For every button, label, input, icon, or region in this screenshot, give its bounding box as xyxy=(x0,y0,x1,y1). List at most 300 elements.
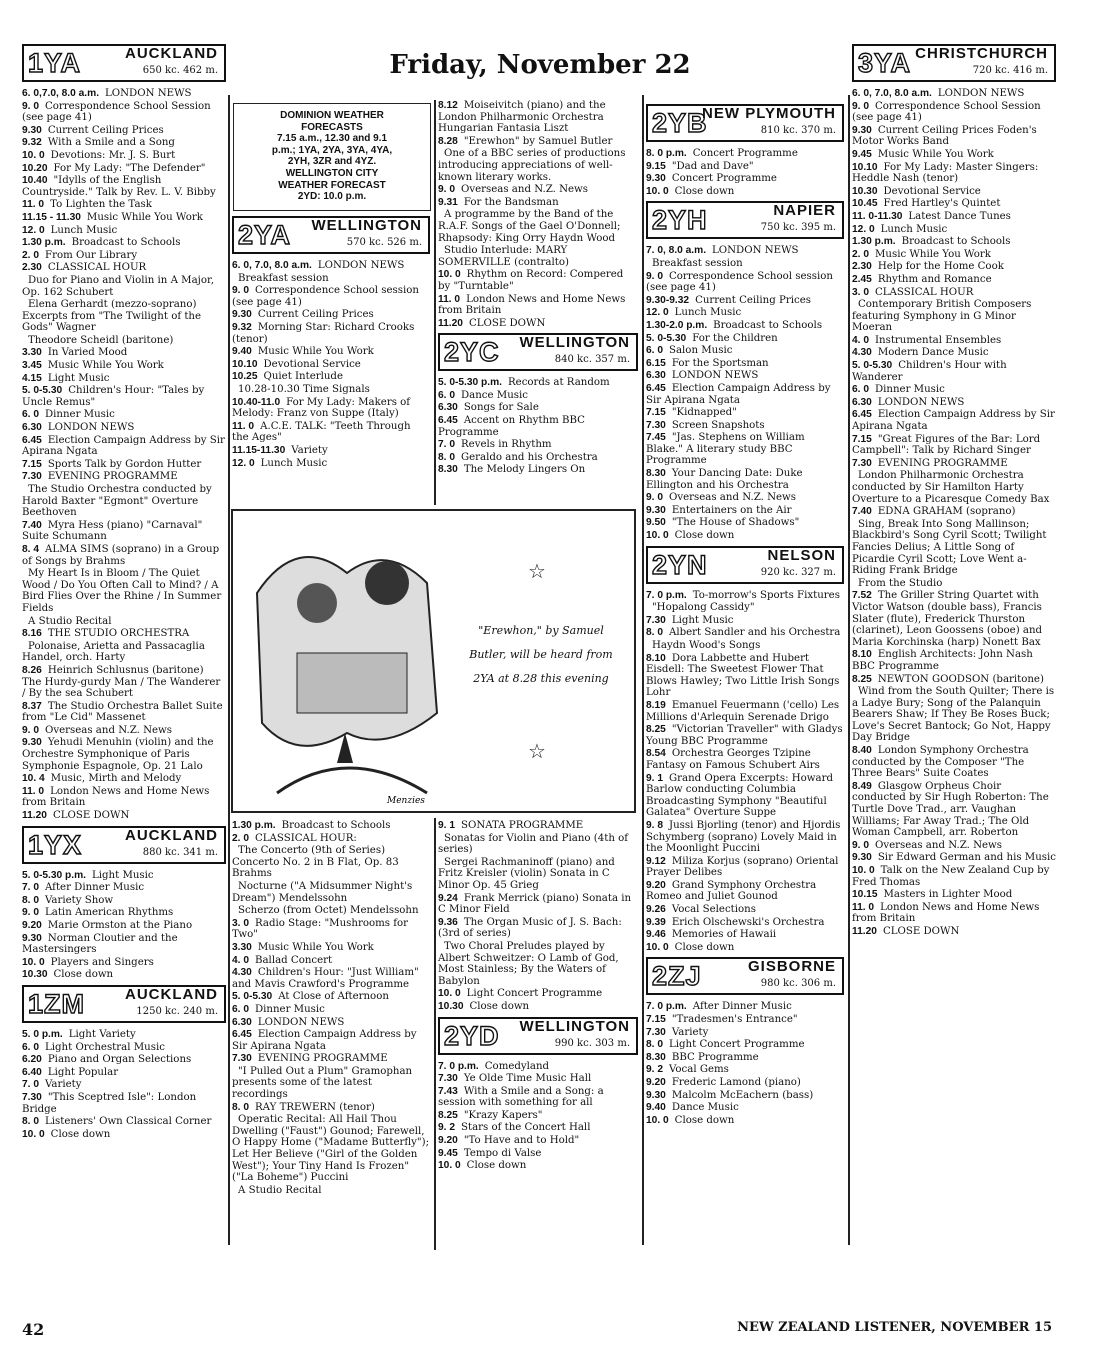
program-time: 10.20 xyxy=(22,162,48,174)
program-entry xyxy=(852,781,1056,839)
program-title: A Studio Recital xyxy=(28,615,112,627)
program-time: 10. 0 xyxy=(22,956,45,968)
program-entry xyxy=(852,287,1056,299)
program-time: 8. 0 xyxy=(22,894,39,906)
program-title: Duo for Piano and Violin in A Major, Op. 162 Schubert xyxy=(22,274,214,298)
program-title: Contemporary British Composers featuring Symphony in G Minor Moeran xyxy=(852,299,1032,334)
program-title: Breakfast session xyxy=(652,257,743,269)
program-entry xyxy=(646,748,844,771)
program-time: 7.15 xyxy=(22,458,42,470)
program-entry xyxy=(852,649,1056,672)
program-time: 7.40 xyxy=(852,506,872,518)
program-entry xyxy=(22,422,226,434)
program-title: Studio Interlude: MARY SOMERVILLE (contralto) xyxy=(438,245,569,268)
program-time: 10. 0 xyxy=(646,185,669,197)
program-time: 7.30 xyxy=(22,1091,42,1103)
program-time: 11. 0 xyxy=(22,199,45,211)
program-entry xyxy=(232,1066,430,1101)
program-title: EDNA GRAHAM (soprano) xyxy=(877,506,1016,518)
program-entry xyxy=(852,686,1056,744)
program-entry xyxy=(232,833,430,845)
program-entry xyxy=(232,918,430,941)
program-time: 6.30 xyxy=(232,1016,252,1028)
program-title: EVENING PROGRAMME xyxy=(877,457,1008,469)
program-title: After Dinner Music xyxy=(692,1001,792,1013)
program-time: 2.45 xyxy=(852,273,872,285)
program-title: Current Ceiling Prices Foden's Motor Works Band xyxy=(852,124,1037,148)
column-3-bottom xyxy=(438,820,638,1173)
program-time: 7.30 xyxy=(646,1026,666,1038)
program-title: Light Concert Programme xyxy=(466,988,603,1000)
program-title: Sports Talk by Gordon Hutter xyxy=(47,458,202,470)
program-entry xyxy=(232,905,430,917)
program-entry xyxy=(22,957,226,969)
program-time: 6. 0, 7.0, 8.0 a.m. xyxy=(232,260,312,271)
program-entry xyxy=(232,421,430,444)
program-title: Songs for Sale xyxy=(463,402,539,414)
program-time: 9.45 xyxy=(438,1147,458,1159)
program-entry xyxy=(22,616,226,628)
program-title: Light Music xyxy=(92,869,154,881)
program-time: 9.24 xyxy=(438,892,458,904)
program-title: Breakfast session xyxy=(238,272,329,284)
program-entry xyxy=(438,197,638,209)
program-entry xyxy=(646,640,844,652)
program-entry xyxy=(646,186,844,198)
program-time: 10. 0 xyxy=(22,149,45,161)
program-title: RAY TREWERN (tenor) xyxy=(255,1101,375,1113)
program-title: Lunch Music xyxy=(50,224,118,236)
schedule-2yc-late xyxy=(438,820,638,1013)
program-entry xyxy=(646,161,844,173)
program-title: Two Choral Preludes played by Albert Schweitzer: O Lamb of God, Most Stainless; By the Waters of Babylon xyxy=(438,940,619,987)
program-title: Comedyland xyxy=(484,1060,550,1072)
program-title: Broadcast to Schools xyxy=(901,236,1011,248)
program-title: Children's Hour: "Tales by Uncle Remus" xyxy=(22,385,205,408)
program-entry xyxy=(22,199,226,211)
program-entry xyxy=(852,590,1056,648)
program-title: Radio Stage: "Mushrooms for Two" xyxy=(232,917,409,941)
program-title: Masters in Lighter Mood xyxy=(883,889,1013,901)
column-2-top xyxy=(232,212,430,470)
program-time: 9. 2 xyxy=(646,1064,663,1076)
program-time: 9.26 xyxy=(646,904,666,916)
illustrator-signature: Menzies xyxy=(387,796,425,806)
program-time: 9.32 xyxy=(232,321,252,333)
program-entry xyxy=(22,409,226,421)
program-time: 7. 0 p.m. xyxy=(438,1060,479,1072)
program-entry xyxy=(22,641,226,664)
program-title: Close down xyxy=(50,1128,111,1140)
program-entry xyxy=(22,163,226,175)
program-title: Music While You Work xyxy=(47,360,164,372)
program-entry xyxy=(438,402,638,414)
weather-box: DOMINION WEATHER FORECASTS 7.15 a.m., 12.30 and 9.1 p.m.; 1YA, 2YA, 3YA, 4YA, 2YH, 3ZR and 4YZ. WELLINGTON CITY WEATHER FORECAST 2YD: 10.0 p.m. xyxy=(233,103,431,211)
program-time: 8.16 xyxy=(22,628,42,640)
program-time: 4. 0 xyxy=(232,954,249,966)
program-entry xyxy=(232,322,430,345)
program-title: From Our Library xyxy=(45,249,138,261)
program-time: 9. 0 xyxy=(22,724,39,736)
program-time: 6.20 xyxy=(22,1054,42,1066)
program-time: 9. 0 xyxy=(438,184,455,196)
program-time: 8.12 xyxy=(438,100,458,111)
program-title: To-morrow's Sports Fixtures xyxy=(692,589,840,601)
program-time: 11. 0 xyxy=(852,901,875,913)
program-time: 11.15 - 11.30 xyxy=(22,211,81,223)
program-title: Salon Music xyxy=(669,345,733,357)
program-title: Close down xyxy=(469,1000,530,1012)
program-entry xyxy=(438,1135,638,1147)
program-title: Music While You Work xyxy=(257,346,374,358)
program-entry xyxy=(646,1102,844,1114)
program-time: 8.30 xyxy=(646,1051,666,1063)
program-title: One of a BBC series of productions introducing appreciations of well-known literary works. xyxy=(438,148,626,183)
program-entry xyxy=(852,299,1056,334)
program-time: 12. 0 xyxy=(852,223,875,235)
program-title: "This Sceptred Isle": London Bridge xyxy=(22,1091,197,1115)
program-entry xyxy=(22,520,226,543)
program-entry xyxy=(438,820,638,832)
program-title: Accent on Rhythm BBC Programme xyxy=(438,415,585,438)
program-entry xyxy=(646,530,844,542)
program-entry xyxy=(438,1110,638,1122)
program-entry xyxy=(232,845,430,880)
program-entry xyxy=(646,320,844,332)
program-title: Tempo di Valse xyxy=(463,1147,542,1159)
program-time: 6. 0 xyxy=(22,409,39,421)
program-entry xyxy=(232,285,430,308)
program-entry xyxy=(22,1116,226,1128)
program-title: Frederic Lamond (piano) xyxy=(671,1077,801,1088)
program-title: Screen Snapshots xyxy=(671,419,765,431)
schedule-3ya xyxy=(852,88,1056,938)
program-time: 7. 0 p.m. xyxy=(646,1001,687,1013)
program-time: 7.30 xyxy=(22,471,42,483)
program-entry xyxy=(438,464,638,476)
program-title: "Victorian Traveller" with Gladys Young BBC Programme xyxy=(646,724,843,747)
program-title: LONDON NEWS xyxy=(47,422,135,434)
station-header-2yn: 2YN NELSON 920 kc. 327 m. xyxy=(646,546,844,584)
program-title: A.C.E. TALK: "Teeth Through the Ages" xyxy=(232,420,411,444)
program-title: Concert Programme xyxy=(671,173,777,185)
program-title: Close down xyxy=(53,969,114,981)
schedule-1ya xyxy=(22,88,226,822)
program-entry xyxy=(22,907,226,919)
program-entry xyxy=(646,1027,844,1039)
program-entry xyxy=(852,470,1056,505)
program-entry xyxy=(438,1122,638,1134)
schedule-2yc xyxy=(438,377,638,476)
program-time: 11. 0 xyxy=(22,785,45,797)
program-time: 7.30 xyxy=(438,1073,458,1085)
program-title: Latest Dance Tunes xyxy=(908,210,1011,222)
program-title: For the Children xyxy=(692,332,778,344)
program-time: 9.30 xyxy=(232,309,252,321)
program-title: Music While You Work xyxy=(875,248,991,260)
program-title: ALMA SIMS (soprano) in a Group of Songs by Brahms xyxy=(22,543,220,567)
program-title: Close down xyxy=(466,1160,527,1172)
program-title: Glasgow Orpheus Choir conducted by Sir Hugh Roberton: The Turtle Dove Trad., arr. Vaughan Williams; Far Away Trad.; The Old Woman Campbell, arr. Roberton xyxy=(852,780,1049,839)
program-title: Devotions: Mr. J. S. Burt xyxy=(50,149,176,161)
program-title: Entertainers on the Air xyxy=(671,504,792,516)
program-time: 6. 0,7.0, 8.0 a.m. xyxy=(22,88,100,99)
program-title: Latin American Rhythms xyxy=(45,907,174,919)
program-time: 3. 0 xyxy=(852,286,869,298)
program-entry xyxy=(852,578,1056,590)
program-title: Elena Gerhardt (mezzo-soprano) Excerpts from "The Twilight of the Gods" Wagner xyxy=(22,299,202,334)
program-time: 8. 4 xyxy=(22,543,39,555)
program-title: Morning Star: Richard Crooks (tenor) xyxy=(232,321,415,345)
program-time: 10.45 xyxy=(852,198,878,210)
program-title: Sing, Break Into Song Mallinson; Blackbird's Song Cyril Scott; Twilight Fancies Delius; A Little Song of Picardie Cyril Scott; Love Went a-Riding Frank Bridge xyxy=(852,518,1047,577)
program-title: THE STUDIO ORCHESTRA xyxy=(47,628,190,640)
program-time: 6.45 xyxy=(22,434,42,446)
program-time: 8.26 xyxy=(22,664,42,676)
station-header-2zj: 2ZJ GISBORNE 980 kc. 306 m. xyxy=(646,957,844,995)
station-header-2yc: 2YC WELLINGTON 840 kc. 357 m. xyxy=(438,333,638,371)
program-entry xyxy=(22,101,226,124)
program-time: 10.40-11.0 xyxy=(232,396,281,408)
program-title: Music While You Work xyxy=(257,941,374,953)
program-title: For My Lady: Master Singers: Heddle Nash (tenor) xyxy=(852,161,1039,185)
program-title: Revels in Rhythm xyxy=(461,439,552,451)
program-time: 8. 0 p.m. xyxy=(646,148,687,159)
station-header-3ya: 3YA CHRISTCHURCH 720 kc. 416 m. xyxy=(852,44,1056,82)
program-title: Variety Show xyxy=(45,894,114,906)
program-time: 6. 0 xyxy=(646,345,663,357)
program-entry xyxy=(852,865,1056,888)
program-title: Grand Symphony Orchestra Romeo and Juliet Gounod xyxy=(646,879,817,903)
program-entry xyxy=(22,1042,226,1054)
program-entry xyxy=(22,299,226,334)
program-entry xyxy=(646,148,844,160)
program-time: 5. 0 p.m. xyxy=(22,1028,63,1040)
program-time: 4. 0 xyxy=(852,334,869,346)
program-time: 9. 0 xyxy=(232,285,249,297)
program-entry xyxy=(646,505,844,517)
program-title: Light Music xyxy=(47,372,110,384)
station-header-2yd: 2YD WELLINGTON 990 kc. 303 m. xyxy=(438,1017,638,1055)
program-title: Rhythm and Romance xyxy=(877,273,992,285)
program-entry xyxy=(232,820,430,832)
station-header-1yx: 1YX AUCKLAND 880 kc. 341 m. xyxy=(22,826,226,864)
program-time: 8.30 xyxy=(438,464,458,476)
program-entry xyxy=(438,833,638,856)
program-time: 7. 0 xyxy=(438,439,455,451)
program-entry xyxy=(232,1114,430,1184)
program-entry xyxy=(22,88,226,100)
program-entry xyxy=(852,409,1056,432)
program-title: EVENING PROGRAMME xyxy=(257,1053,388,1065)
program-title: After Dinner Music xyxy=(45,882,145,894)
program-title: Dinner Music xyxy=(255,1003,325,1015)
program-entry xyxy=(646,345,844,357)
program-title: Memories of Hawaii xyxy=(671,929,777,941)
program-entry xyxy=(646,1064,844,1076)
program-time: 3.30 xyxy=(22,347,42,359)
program-time: 7. 0 xyxy=(22,1079,39,1091)
program-title: Norman Cloutier and the Mastersingers xyxy=(22,932,178,956)
program-time: 6.45 xyxy=(852,409,872,421)
program-title: Piano and Organ Selections xyxy=(47,1054,192,1066)
program-entry xyxy=(852,889,1056,901)
program-entry xyxy=(22,544,226,567)
program-entry xyxy=(852,236,1056,248)
program-title: Light Concert Programme xyxy=(669,1039,805,1051)
page-title: Friday, November 22 xyxy=(389,50,691,80)
program-time: 8.37 xyxy=(22,700,42,712)
program-time: 8.25 xyxy=(646,724,666,736)
program-title: Close down xyxy=(674,1114,735,1126)
program-entry xyxy=(852,224,1056,236)
program-title: Correspondence School session (see page 41) xyxy=(646,270,833,294)
program-time: 9.46 xyxy=(646,929,666,941)
program-entry xyxy=(438,1001,638,1013)
program-title: Erich Olschewski's Orchestra xyxy=(671,916,825,928)
program-time: 10.10 xyxy=(852,161,878,173)
program-time: 9. 8 xyxy=(646,819,663,831)
program-entry xyxy=(646,258,844,270)
program-entry xyxy=(438,917,638,940)
program-entry xyxy=(852,347,1056,359)
program-title: Devotional Service xyxy=(883,185,981,197)
program-time: 12. 0 xyxy=(22,224,45,236)
program-entry xyxy=(646,904,844,916)
program-entry xyxy=(232,1004,430,1016)
program-entry xyxy=(22,137,226,149)
program-title: Light Popular xyxy=(47,1066,119,1078)
program-time: 8.28 xyxy=(438,135,458,147)
program-title: "Kidnapped" xyxy=(671,407,737,419)
program-entry xyxy=(232,1017,430,1029)
program-entry xyxy=(22,895,226,907)
program-title: CLOSE DOWN xyxy=(468,317,546,329)
program-entry xyxy=(232,1185,430,1197)
program-entry xyxy=(22,1067,226,1079)
program-entry xyxy=(22,933,226,956)
program-time: 4.30 xyxy=(232,967,252,979)
program-title: Light Music xyxy=(671,614,734,626)
program-title: SONATA PROGRAMME xyxy=(461,820,584,831)
program-entry xyxy=(22,373,226,385)
program-entry xyxy=(852,211,1056,223)
program-entry xyxy=(22,1054,226,1066)
station-header-2ya: 2YA WELLINGTON 570 kc. 526 m. xyxy=(232,216,430,254)
program-title: Ye Olde Time Music Hall xyxy=(463,1073,592,1085)
program-time: 8. 0 xyxy=(438,451,455,463)
program-entry xyxy=(646,295,844,307)
program-title: LONDON NEWS xyxy=(105,88,192,99)
program-entry xyxy=(852,274,1056,286)
program-title: Emanuel Feuermann ('cello) Les Millions d'Arlequin Serenade Drigo xyxy=(646,699,840,723)
program-time: 9. 1 xyxy=(646,772,663,784)
program-entry xyxy=(646,820,844,855)
program-title: Variety xyxy=(671,1026,709,1038)
program-time: 9.15 xyxy=(646,160,666,172)
program-title: My Heart Is in Bloom / The Quiet Wood / Do You Often Call to Mind? / A Bird Flies Over the Rhine / In Summer Fields xyxy=(22,568,222,614)
column-2-bottom xyxy=(232,820,430,1197)
program-time: 8.54 xyxy=(646,748,666,760)
program-time: 6.15 xyxy=(646,357,666,369)
program-entry xyxy=(22,1129,226,1141)
program-entry xyxy=(852,198,1056,210)
program-entry xyxy=(438,377,638,389)
program-entry xyxy=(646,590,844,602)
program-title: "Great Figures of the Bar: Lord Campbell": Talk by Richard Singer xyxy=(852,433,1041,457)
program-title: Operatic Recital: All Hail Thou Dwelling ("Faust") Gounod; Farewell, O Happy Home ("Madame Butterfly"); Let Her Believe ("Girl of the Golden West"); Your Tiny Hand Is Frozen" ("La Boheme") Puccini xyxy=(232,1114,429,1184)
program-entry xyxy=(22,125,226,137)
program-time: 11. 0 xyxy=(438,293,461,305)
program-entry xyxy=(22,347,226,359)
program-title: Geraldo and his Orchestra xyxy=(461,451,598,463)
program-title: Moiseivitch (piano) and the London Philharmonic Orchestra Hungarian Fantasia Liszt xyxy=(438,100,606,135)
program-entry xyxy=(646,333,844,345)
program-entry xyxy=(438,1086,638,1109)
program-entry xyxy=(438,148,638,183)
program-title: Overseas and N.Z. News xyxy=(461,184,588,196)
program-time: 11.20 xyxy=(22,810,47,822)
program-time: 10. 0 xyxy=(22,1128,45,1140)
program-entry xyxy=(438,439,638,451)
program-entry xyxy=(646,1039,844,1051)
program-entry xyxy=(438,184,638,196)
program-title: Correspondence School Session (see page 41) xyxy=(22,100,211,124)
program-time: 6.30 xyxy=(852,396,872,408)
program-title: Election Campaign Address by Sir Apirana Ngata xyxy=(232,1029,417,1052)
program-entry xyxy=(646,1090,844,1102)
program-entry xyxy=(852,506,1056,518)
program-title: Records at Random xyxy=(508,377,610,389)
program-time: 5. 0-5.30 xyxy=(852,360,893,372)
program-time: 9.12 xyxy=(646,855,666,867)
program-entry xyxy=(22,385,226,408)
program-entry xyxy=(22,701,226,724)
program-title: The Griller String Quartet with Victor Watson (double bass), Francis Slater (flute), Frederick Thurston (clarinet), Leon Goossens (oboe) and Maria Korchinska (harp) Nonett Bax xyxy=(852,590,1043,648)
program-time: 7.15 xyxy=(852,433,872,445)
program-title: Polonaise, Arietta and Passacaglia Handel, orch. Harty xyxy=(22,640,205,664)
program-entry xyxy=(646,173,844,185)
program-time: 8.49 xyxy=(852,780,872,792)
program-time: 7. 0 p.m. xyxy=(646,589,687,601)
program-title: "Dad and Dave" xyxy=(671,160,754,172)
program-time: 11.20 xyxy=(852,925,877,937)
program-title: Broadcast to Schools xyxy=(71,237,181,249)
program-title: CLOSE DOWN xyxy=(52,810,130,822)
program-entry xyxy=(22,360,226,372)
program-time: 2. 0 xyxy=(232,832,249,844)
program-time: 10. 0 xyxy=(646,530,669,542)
program-time: 9.30 xyxy=(646,173,666,185)
program-time: 9. 0 xyxy=(22,100,39,112)
program-title: 10.28-10.30 Time Signals xyxy=(238,383,370,395)
program-entry xyxy=(232,881,430,904)
program-time: 9.30 xyxy=(646,504,666,516)
program-title: Election Campaign Address by Sir Apirana Ngata xyxy=(852,409,1055,433)
program-entry xyxy=(438,100,638,135)
program-title: Nocturne ("A Midsummer Night's Dream") Mendelssohn xyxy=(232,880,413,904)
program-time: 1.30-2.0 p.m. xyxy=(646,319,708,331)
program-time: 7. 0, 8.0 a.m. xyxy=(646,245,707,257)
program-title: Vocal Selections xyxy=(671,904,756,916)
program-entry xyxy=(232,260,430,272)
program-time: 6.45 xyxy=(438,415,458,427)
program-title: Dinner Music xyxy=(875,384,945,396)
station-header-2yh: 2YH NAPIER 750 kc. 395 m. xyxy=(646,201,844,239)
program-time: 6.30 xyxy=(22,422,42,434)
program-title: Broadcast to Schools xyxy=(281,820,391,831)
program-title: Correspondence School Session (see page 41) xyxy=(852,100,1041,124)
